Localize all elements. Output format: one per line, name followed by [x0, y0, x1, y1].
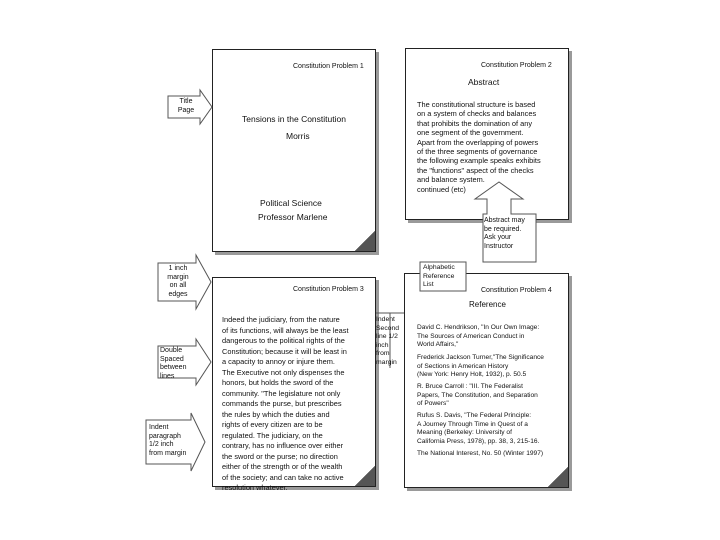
paper-title: Tensions in the Constitution — [242, 114, 346, 124]
abstract-required-callout: Abstract may be required. Ask your Instructor — [484, 217, 525, 250]
professor-name: Professor Marlene — [258, 212, 328, 222]
margin-callout: 1 inch margin on all edges — [167, 265, 189, 298]
page-header: Constitution Problem 2 — [481, 62, 552, 69]
page-header: Constitution Problem 3 — [293, 286, 364, 293]
reference-entry: David C. Hendrikson, "In Our Own Image: The Sources of American Conduct in World Affairs," — [417, 324, 540, 349]
alphabetic-reference-callout: Alphabetic Reference List — [423, 264, 455, 288]
page-header: Constitution Problem 4 — [481, 287, 552, 294]
reference-entry: The National Interest, No. 50 (Winter 1997) — [417, 450, 544, 457]
page-header: Constitution Problem 1 — [293, 63, 364, 70]
course-name: Political Science — [260, 198, 322, 208]
double-spaced-callout: Double Spaced between lines — [160, 347, 187, 380]
indent-paragraph-callout: Indent paragraph 1/2 inch from margin — [149, 424, 187, 457]
abstract-heading: Abstract — [468, 77, 500, 87]
reference-entry: Frederick Jackson Turner,"The Significance of Sections in American History (New York: Henry Holt, 1932), p. 50.5 — [417, 354, 544, 379]
title-page-callout: Title Page — [177, 98, 195, 114]
reference-entry: Rufus S. Davis, "The Federal Principle: A Journey Through Time in Quest of a Meaning (Berkeley: University of California Press, 1978), pp. 38, 3, 215-16. — [417, 412, 540, 445]
reference-entry: R. Bruce Carroll : "III. The Federalist Papers, The Constitution, and Separation of Powers" — [417, 383, 538, 408]
abstract-text: The constitutional structure is based on a system of checks and balances that prohibits the domination of any one segment of the government. Apart from the overlapping of powers of the three segments of governance the following example speaks exhibits the "functions" aspect of the checks and balance system. continued (etc) — [417, 100, 541, 194]
indent-second-line-callout: Indent Second line 1/2 inch from margin — [376, 316, 400, 366]
author-name: Morris — [286, 131, 310, 141]
reference-heading: Reference — [469, 300, 506, 309]
body-text: Indeed the judiciary, from the nature of its functions, will always be the least dangerous to the political rights of the Constitution; because it will be least in a capacity to annoy or injure them. The Executive not only dispenses the honors, but holds the sword of the community. "The legislature not only commands the purse, but prescribes the rules by which the duties and rights of every citizen are to be regulated. The judiciary, on the contrary, has no influence over either the sword or the purse; no direction either of the strength or of the wealth of the society; and can take no active resolution whatever. — [222, 315, 349, 492]
